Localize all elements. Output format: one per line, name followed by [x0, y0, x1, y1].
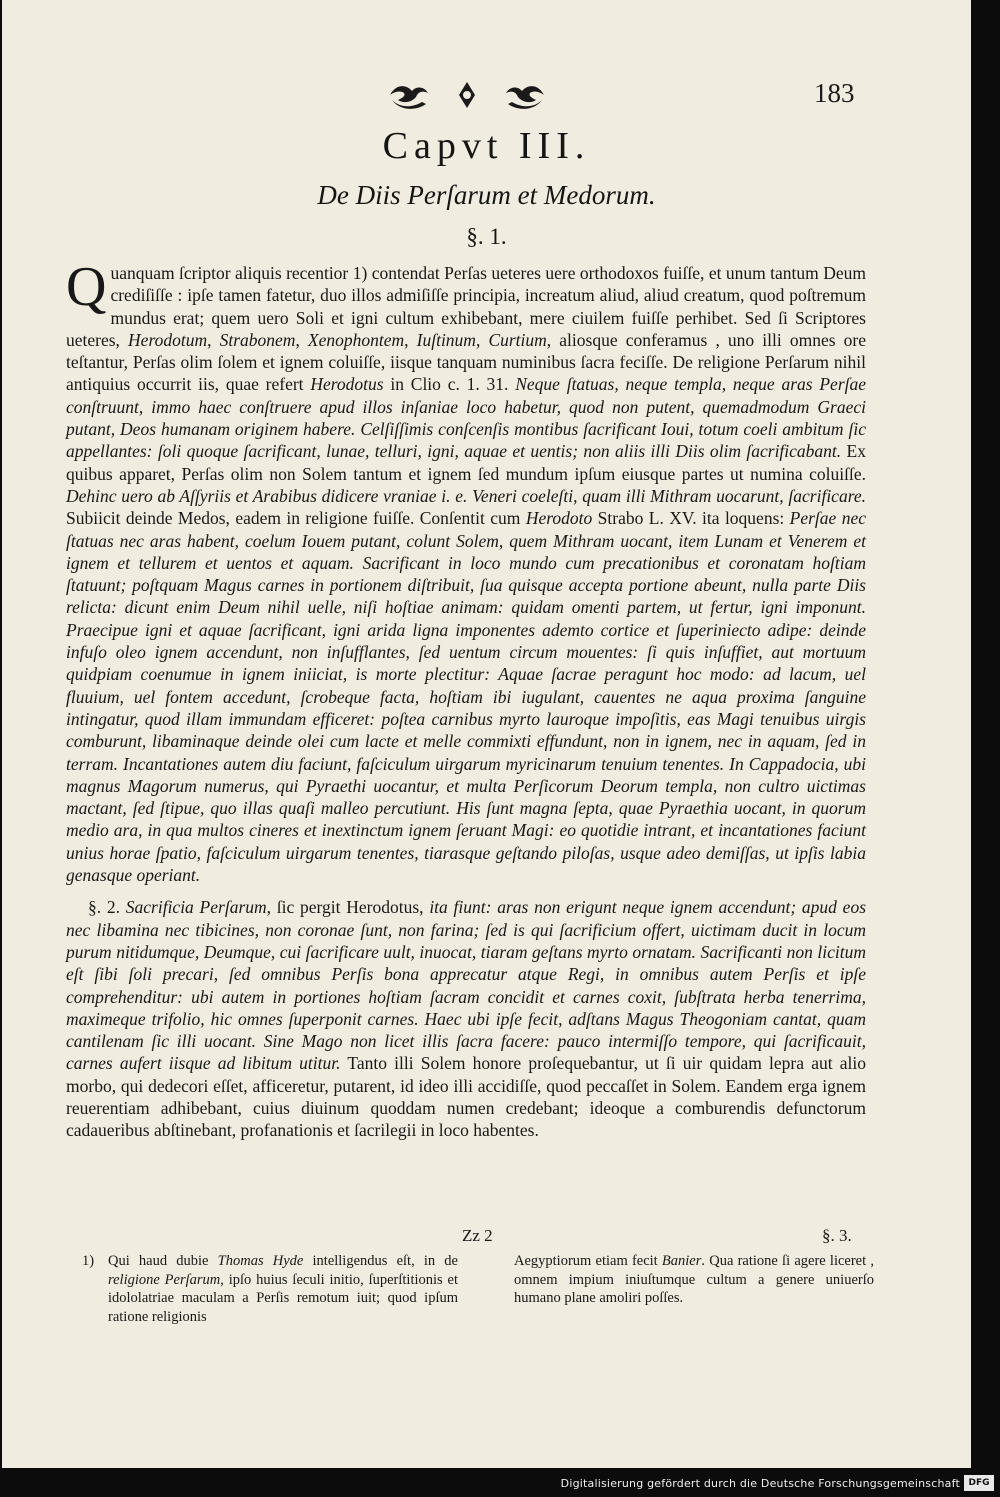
dfg-logo: DFG — [964, 1475, 994, 1491]
footnote-marker: 1) — [82, 1253, 95, 1269]
footnote-right-text: Aegyptiorum etiam fecit Banier. Qua ratione ſi agere liceret , omnem impium iniuſtumque cultum a genere uniuerſo humano plane amoliri poſſes. — [514, 1253, 874, 1306]
footer-credit: Digitalisierung gefördert durch die Deutsche Forschungsgemeinschaft — [560, 1477, 960, 1490]
catchword: §. 3. — [822, 1226, 852, 1245]
book-page — [2, 0, 971, 1468]
drop-cap: Q — [66, 256, 107, 318]
printer-ornament-icon — [382, 78, 552, 112]
footnote-left-column — [82, 1252, 458, 1326]
section-heading: §. 1. — [466, 224, 507, 249]
page-number: 183 — [814, 78, 855, 108]
signature-mark: Zz 2 — [462, 1226, 493, 1245]
body-text — [66, 256, 867, 1142]
paragraph-1 — [66, 256, 867, 886]
paragraph-2: §. 2. Sacrificia Perſarum, ſic pergit Herodotus, ita fiunt: aras non erigunt neque ignem accendunt; apud eos nec libamina nec tibicines, non coronae ſunt, non farina; ſed is qui ſacrificium offert, uictimam ducit in locum purum nitidumque, Deumque, cui ſacrificare uult, inuocat, tiaram geſtans myrto ornatam. Sacrificanti non licitum eſt ſibi ſoli precari, ſed omnibus Perſis bona apprecatur atque Regi, in omnibus autem Perſis et ipſe comprehenditur: ubi autem in portiones hoſtiam ſacram concidit et carnes coxit, ſubſtrata herba tenerrima, maximeque trifolio, hic omnes ſuperponit carnes. Haec ubi ipſe fecit, adſtans Magus Theogoniam cantat, quam cantilenam ſic illi uocant. Sine Mago non licet illis ſacra facere: pauco intermiſſo tempore, qui ſacrificauit, carnes aufert iisque ad libitum utitur. Tanto illi Solem honore proſequebantur, ut ſi uir quidam lepra aut alio morbo, qui dedecori eſſet, afficeretur, putarent, id ideo illi accidiſſe, quod peccaſſet in Solem. Eandem erga ignem reuerentiam adhibebant, cuius diuinum quoddam numen credebant; ideoque a comburendis defunctorum cadaueribus abſtinebant, profanationis et ſacrilegii in loco habentes. — [66, 897, 867, 1141]
chapter-subtitle: De Diis Perſarum et Medorum. — [317, 180, 656, 210]
chapter-title: Capvt III. — [382, 125, 591, 167]
footnote-left-text: Qui haud dubie Thomas Hyde intelligendus eſt, in de religione Perſarum, ipſo huius ſeculi initio, ſuperſtitionis et idololatriae maculam a Perſis remotum iuit; quod ipſum ratione religionis — [108, 1253, 459, 1325]
paragraph-1-text: uanquam ſcriptor aliquis recentior 1) contendat Perſas ueteres uere orthodoxos fuiſſe, et unum tantum Deum crediſiſſe : ipſe tamen fatetur, duo illos admiſiſſe principia, increatum aliud, aliud creatum, quod poſtremum mundus erat; quem uero Soli et igni cultum exhibebant, mere ciuilem fuiſſe perhibet. Sed ſi Scriptores ueteres, Herodotum, Strabonem, Xenophontem, Iuſtinum, Curtium, aliosque conferamus , uno illi omnes ore teſtantur, Perſas olim ſolem et ignem coluiſſe, iisque tanquam numinibus ſacra feciſſe. De religione Perſarum nihil antiquius occurrit iis, quae refert Herodotus in Clio c. 1. 31. Neque ſtatuas, neque templa, neque aras Perſae conſtruunt, immo haec conſtruere apud illos inſaniae loco habetur, quod non putent, quemadmodum Graeci putant, Deos humanam originem habere. Celſiſſimis conſcenſis montibus ſacrificant Ioui, totum coeli ambitum ſic appellantes: ſoli quoque ſacrificant, lunae, telluri, igni, aquae et uentis; non aliis illi Diis olim ſacrificabant. Ex quibus apparet, Perſas olim non Solem tantum et ignem ſed mundum ipſum eiusque partes ut numina coluiſſe. Dehinc uero ab Aſſyriis et Arabibus didicere vraniae i. e. Veneri coeleſti, quam illi Mithram uocarunt, ſacrificare. Subiicit deinde Medos, eadem in religione fuiſſe. Conſentit cum Herodoto Strabo L. XV. ita loquens: Perſae nec ſtatuas nec aras habent, coelum Iouem putant, colunt Solem, quem Mithram uocant, item Lunam et Venerem et ignem et tellurem et uentos et aquam. Sacrificant in loco mundo cum precationibus et coronatam hoſtiam ſtatuunt; poſtquam Magus carnes in portionem diſtribuit, ſua quisque accepta portione abeunt, nulla parte Diis relicta: dicunt enim Deum nihil uelle, niſi hoſtiae animam: quidam omenti partem, ut fertur, igni imponunt. Praecipue igni et aquae ſacrificant, igni arida ligna imponentes ademto cortice et ſuperiniecto adipe: deinde infuſo oleo ignem accendunt, non inſufflantes, ſed uentum circum mouentes: ſi quis inſuffiet, aut mortuum quidpiam coenumue in ignem iniiciat, is morte plectitur: Aquae ſacrae peragunt hoc modo: ad lacum, uel fluuium, uel fontem accedunt, ſcrobeque facta, hoſtiam ibi iugulant, cauentes ne aqua proxima ſanguine intingatur, quod illam immundam efficeret: poſtea carnibus myrto lauroque impoſitis, eas Magi tenuibus uirgis comburunt, libaminaque deinde olei cum lacte et melle commixti effundunt, non in ignem, nec in aquam, ſed in terram. Incantationes autem diu faciunt, faſciculum uirgarum myricinarum tenuium tenentes. In Cappadocia, ubi magnus Magorum numerus, qui Pyraethi uocantur, et multa Perſicorum Deorum templa, non cultro uictimas mactant, ſed ſtipue, quo illas quaſi malleo percutiunt. His ſunt magna ſepta, quae Pyraethia uocant, in quorum medio ara, in qua multos cineres et inextinctum ignem ſeruant Magi: eo quotidie intrant, et incantationes faciunt unius horae ſpatio, faſciculum uirgarum tenentes, tiarasque geſtando piloſas, usque adeo demiſſas, ut ipſis labia genasque operiant. — [66, 263, 867, 886]
footnote-right-column — [514, 1252, 874, 1308]
